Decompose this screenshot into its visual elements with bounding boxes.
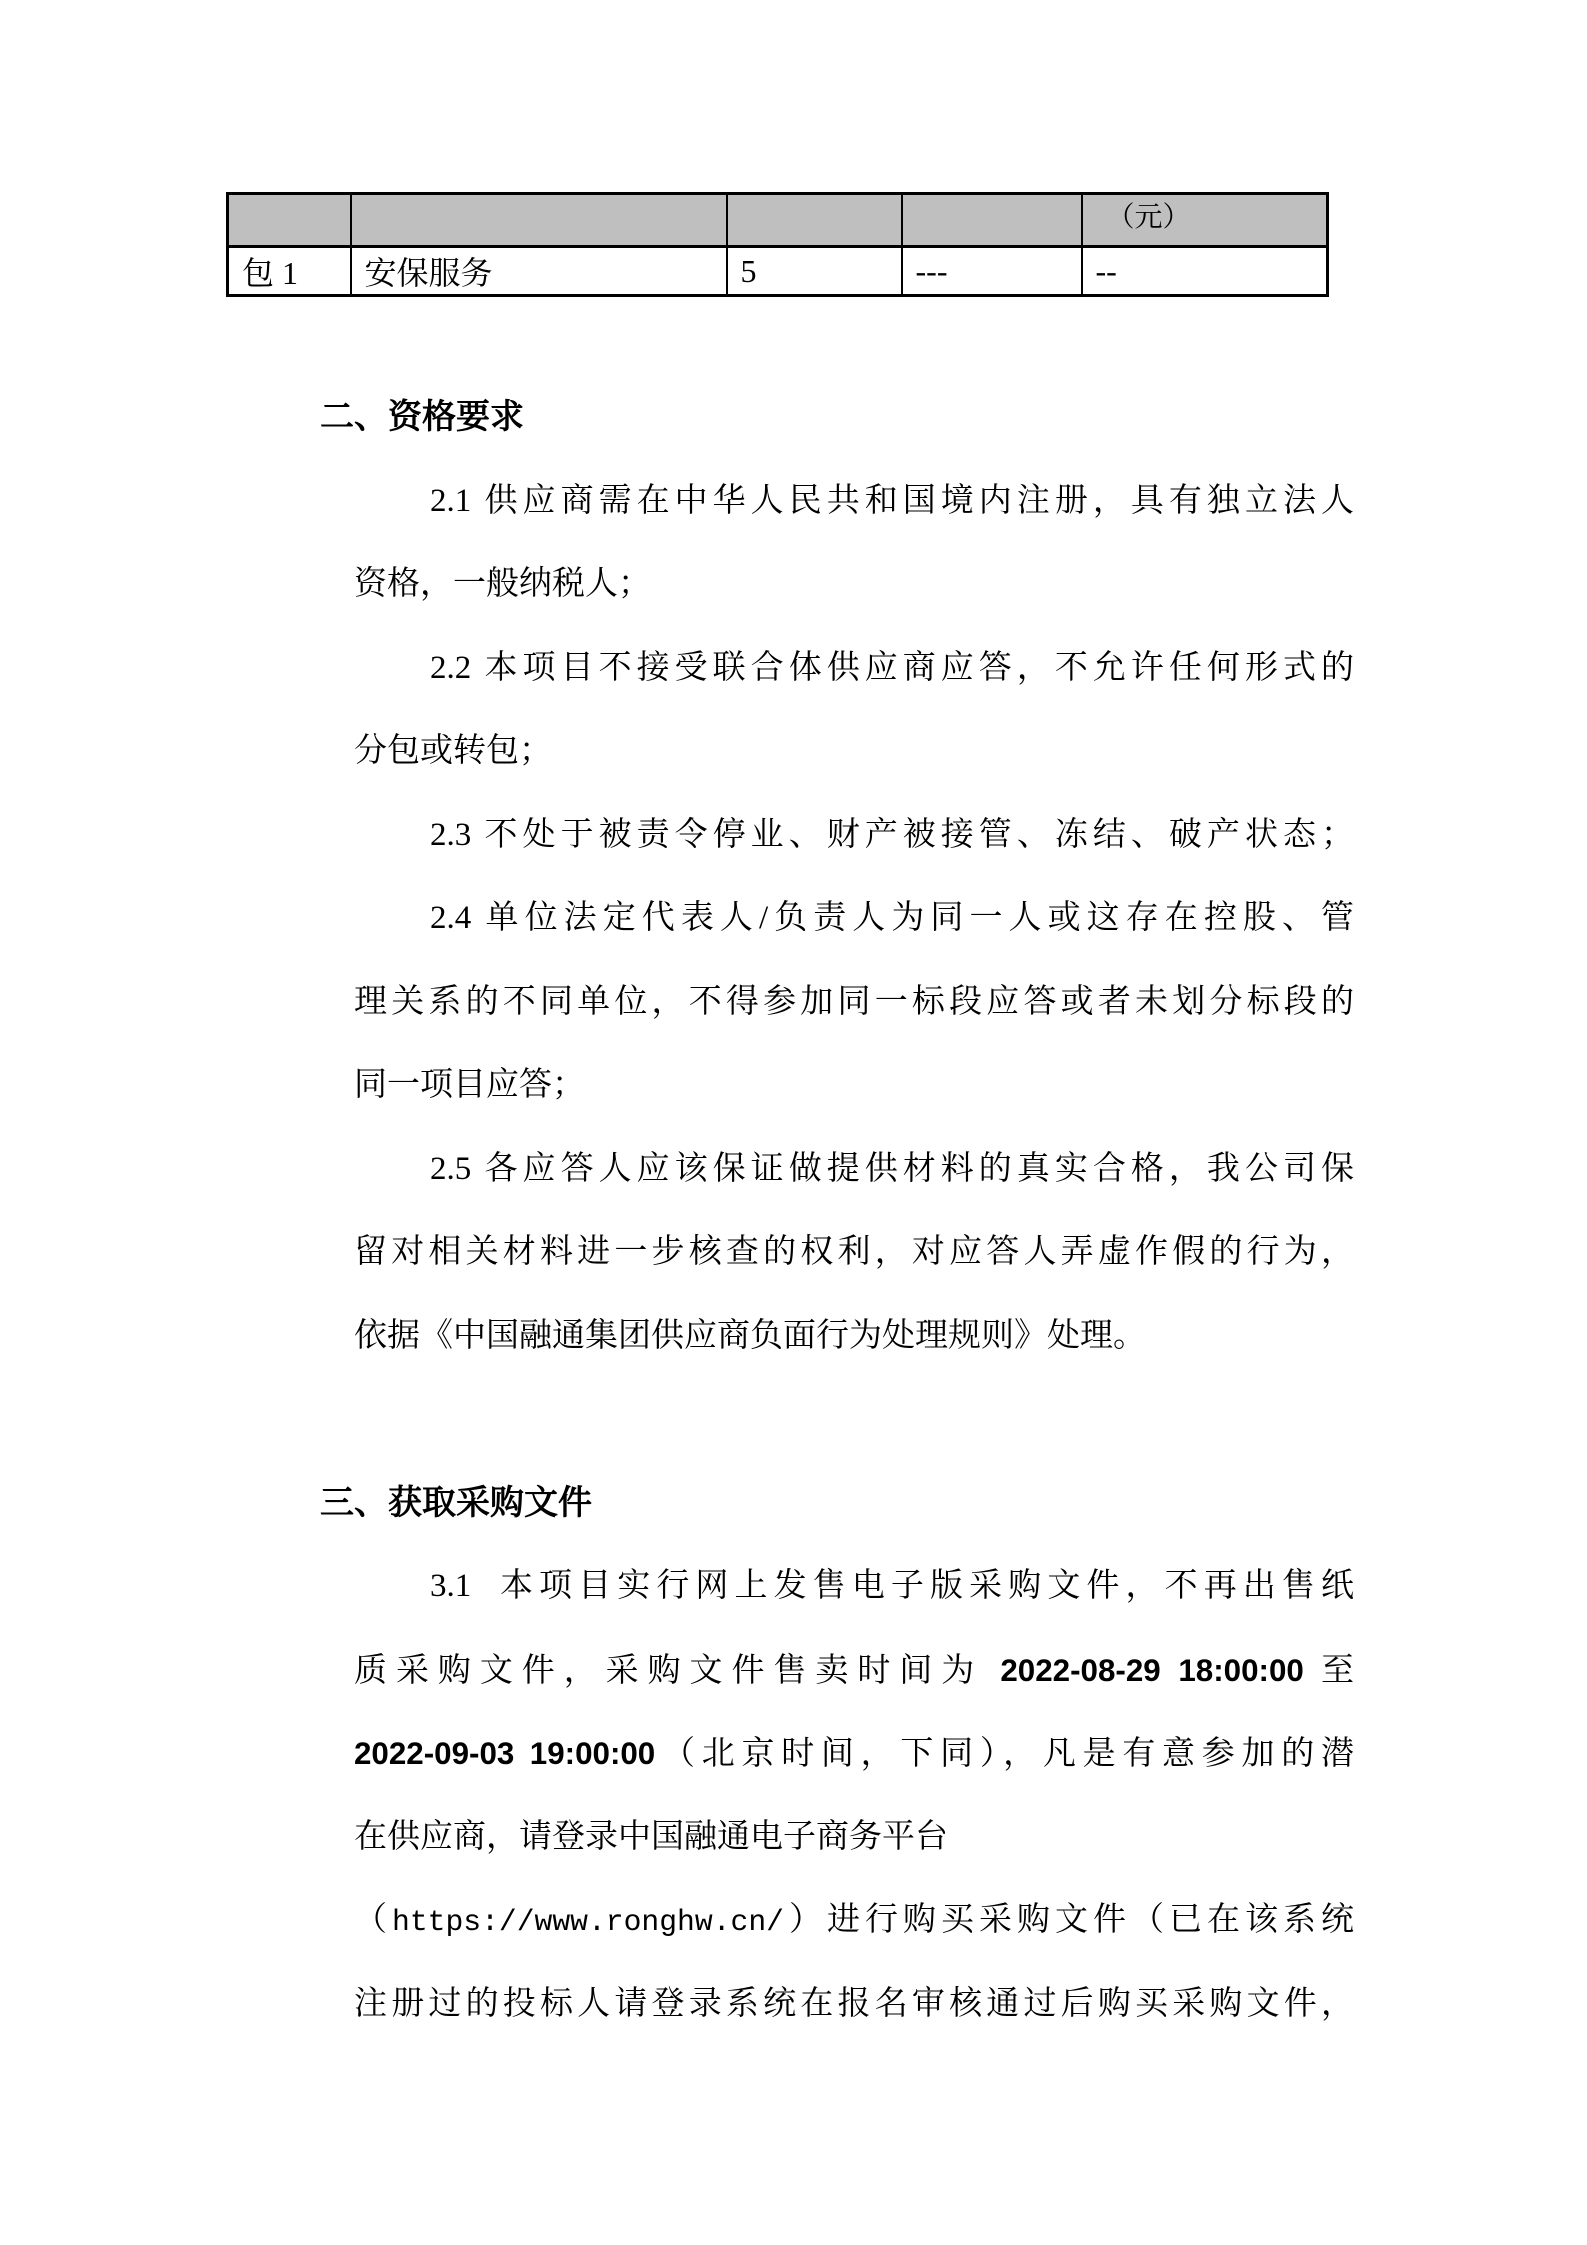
cjk-text: 分包或转包；	[354, 733, 552, 769]
section-heading	[320, 376, 1354, 460]
text-line	[354, 1879, 1354, 1963]
cjk-text: 二、资格要求	[320, 398, 524, 436]
cjk-text: 至	[1303, 1652, 1355, 1689]
section-heading	[320, 1462, 1354, 1546]
datetime-text: 2022-08-29 18:00:00	[1000, 1652, 1304, 1688]
cjk-text: 质采购文件，采购文件售卖时间为	[354, 1652, 1001, 1689]
cjk-text: 2.1 供应商需在中华人民共和国境内注册，具有独立法人	[430, 482, 1354, 519]
text-line	[354, 627, 1354, 711]
table-cell-1: 安保服务	[351, 247, 727, 296]
cjk-text: 三、获取采购文件	[320, 1483, 592, 1522]
cjk-text: 2.5 各应答人应该保证做提供材料的真实合格，我公司保	[430, 1150, 1354, 1187]
blank-line	[354, 1378, 1354, 1462]
text-line	[354, 961, 1354, 1045]
cjk-text: （北京时间，下同），凡是有意参加的潜	[655, 1736, 1354, 1772]
table-header-cell-1	[351, 194, 727, 247]
cjk-text: 理关系的不同单位，不得参加同一标段应答或者未划分标段的	[354, 983, 1354, 1020]
cjk-text: 注册过的投标人请登录系统在报名审核通过后购买采购文件，	[354, 1985, 1354, 2022]
cjk-text: 3.1 本项目实行网上发售电子版采购文件，不再出售纸	[430, 1568, 1354, 1604]
table-header-cell-2	[727, 194, 902, 247]
table-row	[228, 247, 1328, 296]
text-line	[354, 460, 1354, 544]
table-header-cell-0	[228, 194, 351, 247]
cjk-text: 2.4 单位法定代表人/负责人为同一人或这存在控股、管	[430, 900, 1354, 936]
text-line	[354, 710, 1354, 794]
table-cell-0: 包 1	[228, 247, 351, 296]
table-header-row	[228, 194, 1328, 247]
cjk-text: 资格，一般纳税人；	[354, 566, 651, 602]
text-line	[354, 1712, 1354, 1796]
table-cell-3: ---	[902, 247, 1082, 296]
text-line	[354, 1211, 1354, 1295]
cjk-text: 在供应商，请登录中国融通电子商务平台	[354, 1818, 948, 1855]
text-line	[354, 1629, 1354, 1713]
table-cell-4: --	[1082, 247, 1328, 296]
text-line	[354, 1796, 1354, 1880]
table-header-cell-4: （元）	[1082, 194, 1328, 247]
cjk-text: ）进行购买采购文件（已在该系统	[783, 1902, 1355, 1938]
cjk-text: 同一项目应答；	[354, 1067, 585, 1103]
text-line	[354, 1963, 1354, 2047]
url-text: https://www.ronghw.cn/	[392, 1905, 784, 1939]
table-header-cell-3	[902, 194, 1082, 247]
cjk-text: 依据《中国融通集团供应商负面行为处理规则》处理。	[354, 1317, 1146, 1354]
text-line	[354, 877, 1354, 961]
doc-content	[320, 376, 1355, 2046]
cjk-text: 留对相关材料进一步核查的权利，对应答人弄虚作假的行为，	[354, 1234, 1354, 1270]
text-line	[354, 543, 1354, 627]
cjk-text: （	[354, 1902, 393, 1938]
table-cell-2: 5	[727, 247, 902, 296]
text-line	[354, 1044, 1354, 1128]
cjk-text: 2.2 本项目不接受联合体供应商应答，不允许任何形式的	[430, 649, 1354, 686]
lots-table-body	[228, 194, 1328, 296]
text-line	[354, 1295, 1354, 1379]
lots-table	[226, 192, 1329, 297]
text-line	[354, 794, 1354, 878]
text-line	[354, 1128, 1354, 1212]
datetime-text: 2022-09-03 19:00:00	[354, 1736, 656, 1771]
cjk-text: 2.3 不处于被责令停业、财产被接管、冻结、破产状态；	[430, 816, 1354, 853]
text-line	[354, 1545, 1354, 1629]
